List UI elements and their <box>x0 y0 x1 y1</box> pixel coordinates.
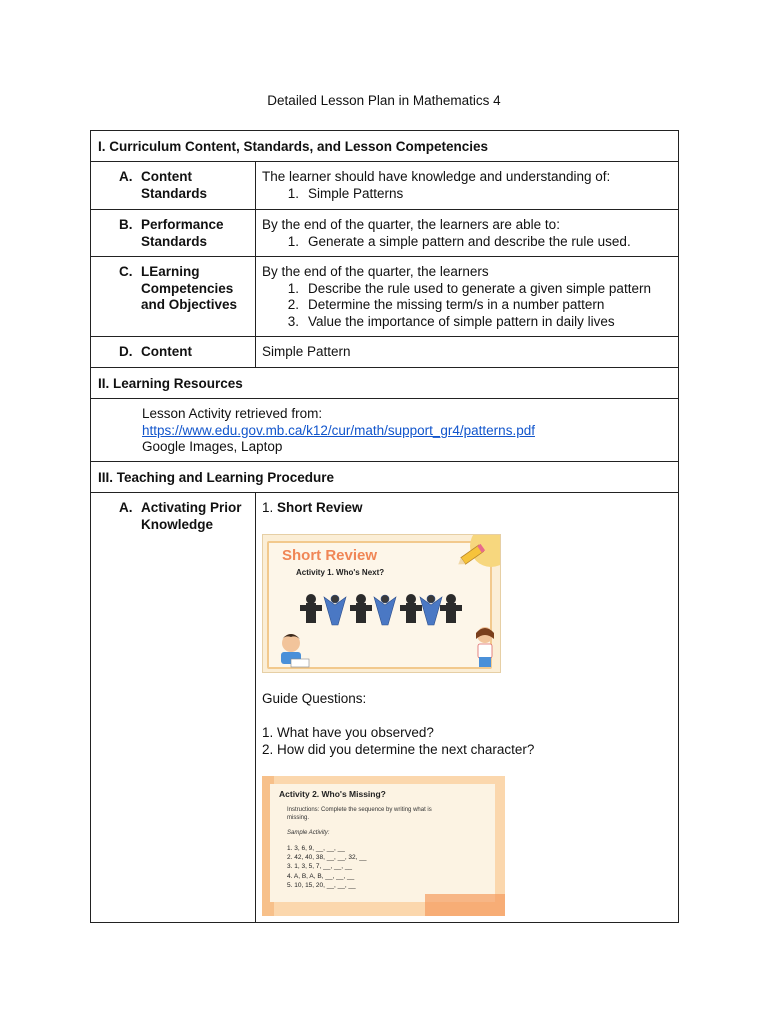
row-label-competencies: LEarning Competencies and Objectives <box>141 264 238 312</box>
row-label-activating-prior-knowledge: Activating Prior Knowledge <box>141 500 242 532</box>
table-row <box>91 493 679 923</box>
content-standards-intro: The learner should have knowledge and understanding of: <box>262 169 611 184</box>
table-row <box>91 210 679 257</box>
table-row <box>91 257 679 337</box>
list-item: 1. Simple Patterns <box>287 185 404 201</box>
list-item: 1. Describe the rule used to generate a given simple pattern <box>287 280 651 296</box>
resource-link[interactable]: https://www.edu.gov.mb.ca/k12/cur/math/support_gr4/patterns.pdf <box>142 422 535 438</box>
performance-standards-intro: By the end of the quarter, the learners are able to: <box>262 217 560 232</box>
list-item: 1. Generate a simple pattern and describe the rule used. <box>287 233 631 249</box>
row-letter: A. <box>119 500 133 515</box>
list-item: 2. Determine the missing term/s in a number pattern <box>287 297 605 312</box>
row-letter: C. <box>119 264 133 279</box>
list-item: 5. 10, 15, 20, __, __, __ <box>287 881 356 889</box>
table-row <box>91 162 679 210</box>
competencies-intro: By the end of the quarter, the learners <box>262 264 489 279</box>
row-label-content-standards: Content Standards <box>141 169 208 201</box>
row-letter: D. <box>119 344 133 359</box>
document-title: Detailed Lesson Plan in Mathematics 4 <box>267 93 501 108</box>
guide-questions-title: Guide Questions: <box>262 690 367 706</box>
list-item: 2. 42, 40, 38, __, __, 32, __ <box>287 854 367 862</box>
winged-figure-icon <box>374 595 396 625</box>
guide-question: 1. What have you observed? <box>262 725 434 740</box>
person-icon <box>350 594 372 623</box>
step-heading: 1. Short Review <box>262 500 363 515</box>
person-icon <box>400 594 422 623</box>
resources-intro: Lesson Activity retrieved from: <box>142 406 323 421</box>
row-letter: B. <box>119 217 133 232</box>
list-item: 1. 3, 6, 9, __, __, __ <box>287 845 345 852</box>
winged-figure-icon <box>324 595 346 625</box>
resources-tools: Google Images, Laptop <box>142 439 283 454</box>
section-header-curriculum: I. Curriculum Content, Standards, and Lesson Competencies <box>91 131 679 162</box>
person-icon <box>440 594 462 623</box>
slide2-instructions: Instructions: Complete the sequence by writing what is missing. <box>287 807 432 821</box>
list-item: 3. 1, 3, 5, 7, __, __, __ <box>287 863 353 871</box>
row-letter: A. <box>119 169 133 184</box>
pencil-icon <box>457 541 489 567</box>
boy-reading-icon <box>273 629 313 669</box>
step-title: Short Review <box>277 500 363 515</box>
row-label-content: Content <box>141 344 192 359</box>
person-icon <box>300 594 322 623</box>
section-header-procedure: III. Teaching and Learning Procedure <box>91 462 679 493</box>
list-item: 3. Value the importance of simple pattern in daily lives <box>287 313 615 329</box>
row-label-performance-standards: Performance Standards <box>141 217 224 249</box>
slide-subtitle: Activity 1. Who's Next? <box>296 567 385 577</box>
guide-question: 2. How did you determine the next character? <box>262 742 535 757</box>
girl-icon <box>468 623 501 669</box>
section-header-resources: II. Learning Resources <box>91 368 679 399</box>
list-item: 4. A, B, A, B, __, __, __ <box>287 872 355 880</box>
whos-missing-slide <box>262 776 505 916</box>
short-review-slide <box>262 534 501 673</box>
lesson-plan-table <box>90 130 679 923</box>
slide2-title: Activity 2. Who's Missing? <box>279 789 386 799</box>
slide-title: Short Review <box>282 546 378 564</box>
content-value: Simple Pattern <box>262 344 351 359</box>
slide2-sample: Sample Activity: <box>287 830 330 836</box>
winged-figure-icon <box>420 595 442 625</box>
character-pattern <box>297 591 467 631</box>
table-row <box>91 337 679 368</box>
